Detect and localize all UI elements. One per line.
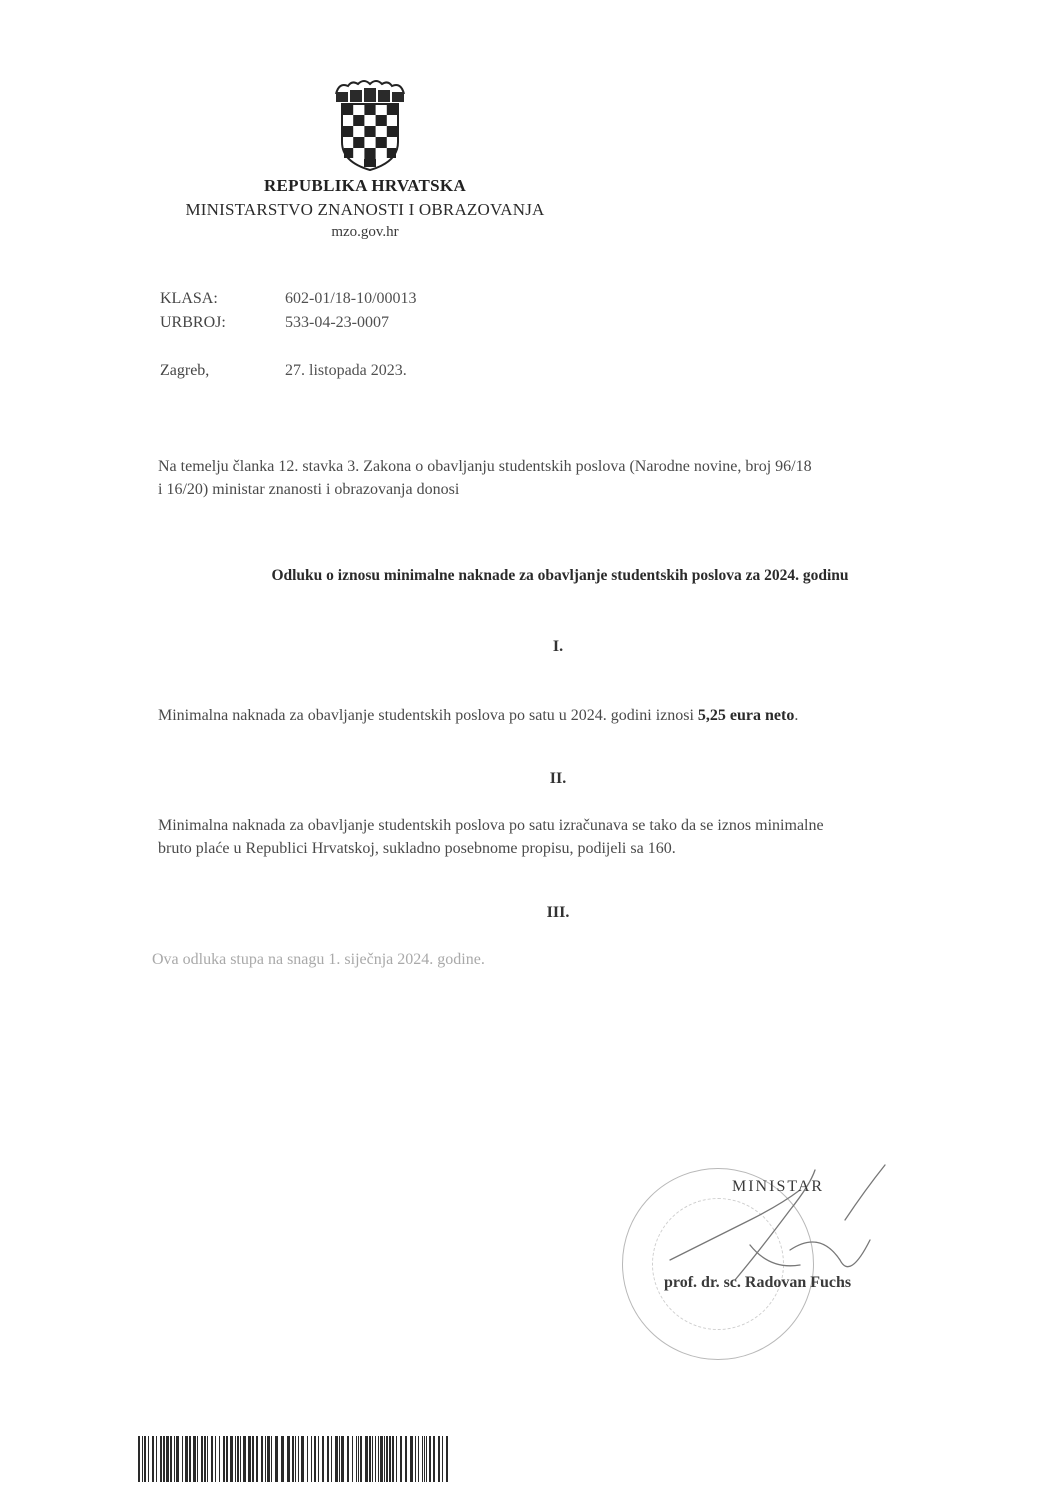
country-heading: REPUBLIKA HRVATSKA xyxy=(263,176,467,195)
barcode-bar xyxy=(207,1436,208,1482)
barcode xyxy=(138,1436,450,1482)
barcode-bar xyxy=(405,1436,407,1482)
klasa-label: KLASA: xyxy=(160,290,218,307)
barcode-bar xyxy=(389,1436,391,1482)
barcode-bar xyxy=(360,1436,362,1482)
barcode-bar xyxy=(174,1436,175,1482)
barcode-bar xyxy=(307,1436,308,1482)
barcode-bar xyxy=(176,1436,179,1482)
barcode-bar xyxy=(369,1436,371,1482)
barcode-bar xyxy=(314,1436,316,1482)
barcode-bar xyxy=(226,1436,228,1482)
barcode-bar xyxy=(358,1436,359,1482)
minister-title: MINISTAR xyxy=(732,1178,825,1195)
section-2-line-2: bruto plaće u Republici Hrvatskoj, sukladno posebnome propisu, podijeli sa 160. xyxy=(158,840,676,857)
section-1-text xyxy=(158,704,968,727)
barcode-bar xyxy=(230,1436,233,1482)
barcode-bar xyxy=(372,1436,373,1482)
barcode-bar xyxy=(223,1436,225,1482)
barcode-bar xyxy=(185,1436,188,1482)
barcode-bar xyxy=(446,1436,448,1482)
intro-line-1: Na temelju članka 12. stavka 3. Zakona o obavljanju studentskih poslova (Narodne novine, broj 96/18 xyxy=(158,458,812,475)
barcode-bar xyxy=(442,1436,443,1482)
barcode-bar xyxy=(322,1436,324,1482)
klasa-value: 602-01/18-10/00013 xyxy=(285,290,417,307)
barcode-bar xyxy=(144,1436,146,1482)
barcode-bar xyxy=(422,1436,423,1482)
urbroj-label: URBROJ: xyxy=(160,314,226,331)
section-numeral-1: I. xyxy=(552,638,564,655)
section-1-amount: 5,25 eura neto xyxy=(697,707,795,724)
barcode-bar xyxy=(215,1436,216,1482)
barcode-bar xyxy=(248,1436,251,1482)
barcode-bar xyxy=(426,1436,427,1482)
section-1-text-before: Minimalna naknada za obavljanje studentskih poslova po satu u 2024. godini iznosi xyxy=(158,707,698,724)
barcode-bar xyxy=(267,1436,270,1482)
barcode-bar xyxy=(201,1436,203,1482)
barcode-bar xyxy=(189,1436,191,1482)
barcode-bar xyxy=(204,1436,206,1482)
barcode-bar xyxy=(335,1436,338,1482)
barcode-bar xyxy=(256,1436,258,1482)
barcode-bar xyxy=(400,1436,402,1482)
barcode-bar xyxy=(235,1436,236,1482)
section-numeral-3: III. xyxy=(546,904,570,921)
barcode-bar xyxy=(301,1436,304,1482)
barcode-bar xyxy=(211,1436,213,1482)
barcode-bar xyxy=(418,1436,419,1482)
barcode-bar xyxy=(197,1436,198,1482)
barcode-bar xyxy=(138,1436,140,1482)
ministry-website: mzo.gov.hr xyxy=(331,224,399,240)
barcode-bar xyxy=(166,1436,169,1482)
intro-line-2: i 16/20) ministar znanosti i obrazovanja donosi xyxy=(158,481,460,498)
barcode-bar xyxy=(219,1436,220,1482)
barcode-bar xyxy=(152,1436,154,1482)
barcode-bar xyxy=(193,1436,196,1482)
place-label: Zagreb, xyxy=(160,362,210,379)
section-1-text-after: . xyxy=(794,707,799,724)
date-value: 27. listopada 2023. xyxy=(285,362,407,379)
barcode-bar xyxy=(429,1436,431,1482)
coat-of-arms-icon xyxy=(330,78,410,172)
barcode-bar xyxy=(410,1436,413,1482)
barcode-bar xyxy=(378,1436,379,1482)
ministry-heading: MINISTARSTVO ZNANOSTI I OBRAZOVANJA xyxy=(185,200,545,219)
barcode-bar xyxy=(142,1436,143,1482)
section-numeral-2: II. xyxy=(549,770,567,787)
barcode-bar xyxy=(252,1436,254,1482)
barcode-bar xyxy=(292,1436,294,1482)
barcode-bar xyxy=(384,1436,385,1482)
barcode-bar xyxy=(311,1436,312,1482)
section-2-line-1: Minimalna naknada za obavljanje studentskih poslova po satu izračunava se tako da se iznos minimalne xyxy=(158,817,824,834)
barcode-bar xyxy=(352,1436,353,1482)
barcode-bar xyxy=(438,1436,440,1482)
barcode-bar xyxy=(240,1436,241,1482)
intro-paragraph xyxy=(158,455,968,501)
minister-name: prof. dr. sc. Radovan Fuchs xyxy=(664,1274,852,1291)
barcode-bar xyxy=(356,1436,357,1482)
barcode-bar xyxy=(396,1436,397,1482)
barcode-bar xyxy=(392,1436,394,1482)
barcode-bar xyxy=(386,1436,388,1482)
barcode-bar xyxy=(318,1436,319,1482)
barcode-bar xyxy=(415,1436,416,1482)
barcode-bar xyxy=(163,1436,165,1482)
barcode-bar xyxy=(433,1436,435,1482)
barcode-bar xyxy=(375,1436,376,1482)
barcode-bar xyxy=(182,1436,183,1482)
barcode-bar xyxy=(271,1436,272,1482)
barcode-bar xyxy=(261,1436,263,1482)
barcode-bar xyxy=(341,1436,344,1482)
urbroj-value: 533-04-23-0007 xyxy=(285,314,389,331)
barcode-bar xyxy=(295,1436,296,1482)
barcode-bar xyxy=(275,1436,278,1482)
barcode-bar xyxy=(243,1436,246,1482)
barcode-bar xyxy=(424,1436,425,1482)
barcode-bar xyxy=(237,1436,239,1482)
section-2-text xyxy=(158,814,968,860)
barcode-bar xyxy=(156,1436,157,1482)
section-3-text: Ova odluka stupa na snagu 1. siječnja 2024. godine. xyxy=(152,951,485,968)
barcode-bar xyxy=(327,1436,329,1482)
barcode-bar xyxy=(347,1436,349,1482)
barcode-bar xyxy=(281,1436,284,1482)
barcode-bar xyxy=(365,1436,368,1482)
barcode-bar xyxy=(170,1436,172,1482)
barcode-bar xyxy=(160,1436,162,1482)
barcode-bar xyxy=(287,1436,290,1482)
decision-title: Odluku o iznosu minimalne naknade za obavljanje studentskih poslova za 2024. godinu xyxy=(271,567,849,584)
barcode-bar xyxy=(380,1436,383,1482)
barcode-bar xyxy=(339,1436,340,1482)
barcode-bar xyxy=(298,1436,299,1482)
barcode-bar xyxy=(331,1436,332,1482)
barcode-bar xyxy=(148,1436,149,1482)
barcode-bar xyxy=(265,1436,266,1482)
